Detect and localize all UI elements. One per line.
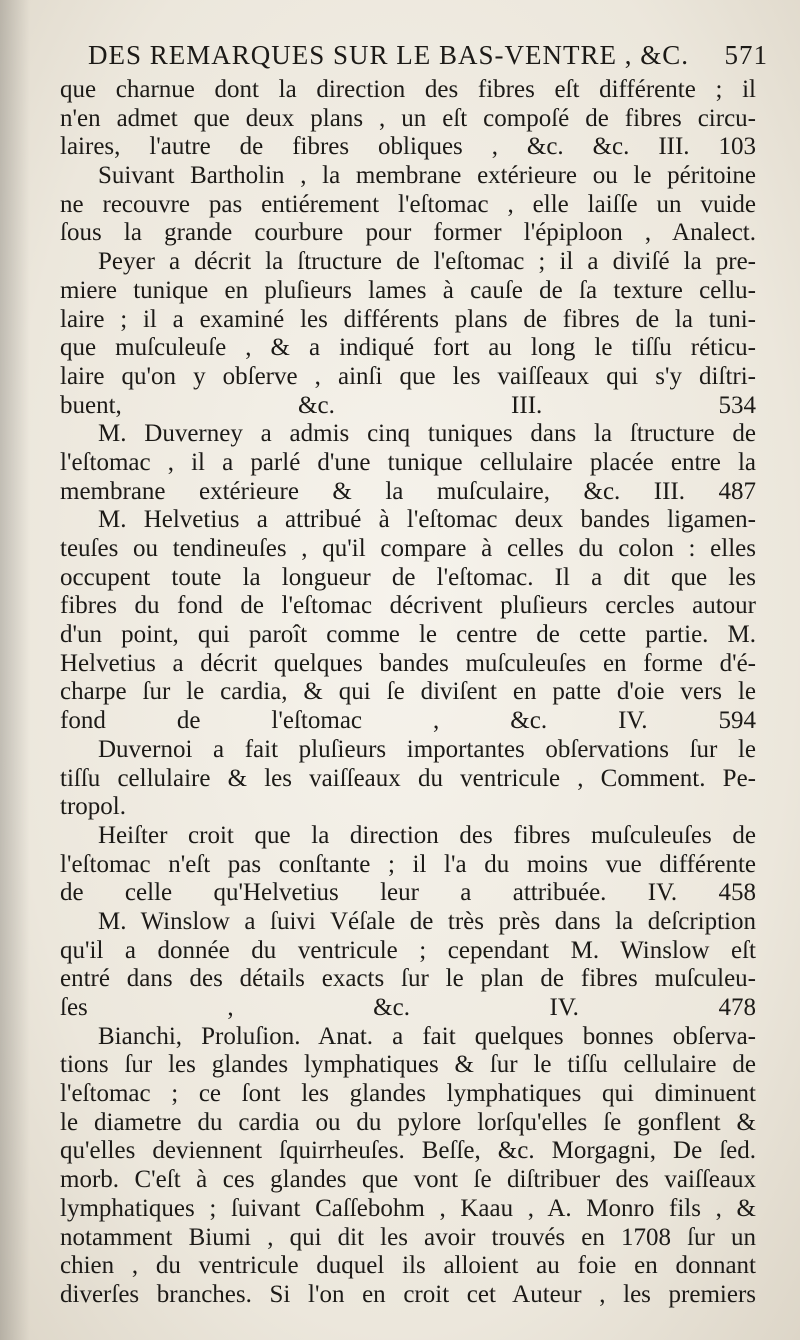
running-title: DES REMARQUES SUR LE BAS-VENTRE , &C. (88, 40, 690, 70)
text-line: charpe ſur le cardia, & qui ſe diviſent en patte d'oie vers le (60, 678, 756, 706)
running-header (88, 40, 768, 71)
text-line: buent, &c. III. 534 (60, 391, 756, 419)
text-line: laires, l'autre de fibres obliques , &c. &c. III. 103 (60, 133, 756, 161)
text-line: notamment Biumi , qui dit les avoir trouvés en 1708 ſur un (60, 1223, 756, 1251)
text-line: tiſſu cellulaire & les vaiſſeaux du ventricule , Comment. Pe- (60, 764, 756, 792)
text-line: entré dans des détails exacts ſur le plan de fibres muſculeu- (60, 965, 756, 993)
text-line: chien , du ventricule duquel ils alloient au foie en donnant (60, 1252, 756, 1280)
text-line: Bianchi, Proluſion. Anat. a fait quelques bonnes obſerva- (98, 1022, 756, 1050)
text-line: ne recouvre pas entiérement l'eſtomac , elle laiſſe un vuide (60, 190, 756, 218)
text-line: membrane extérieure & la muſculaire, &c. III. 487 (60, 477, 756, 505)
body-text (60, 76, 756, 1310)
text-line: Helvetius a décrit quelques bandes muſculeuſes en forme d'é- (60, 649, 756, 677)
text-line: miere tunique en pluſieurs lames à cauſe de ſa texture cellu- (60, 276, 756, 304)
text-line: M. Helvetius a attribué à l'eſtomac deux bandes ligamen- (98, 506, 756, 534)
text-line: tions ſur les glandes lymphatiques & ſur le tiſſu cellulaire de (60, 1051, 756, 1079)
text-line: d'un point, qui paroît comme le centre de cette partie. M. (60, 621, 756, 649)
text-line: de celle qu'Helvetius leur a attribuée. IV. 458 (60, 879, 756, 907)
text-line: le diametre du cardia ou du pylore lorſqu'elles ſe gonflent & (60, 1108, 756, 1136)
text-line: Duvernoi a fait pluſieurs importantes obſervations ſur le (98, 735, 756, 763)
text-line: laire qu'on y obſerve , ainſi que les vaiſſeaux qui s'y diſtri- (60, 362, 756, 390)
text-line: fond de l'eſtomac , &c. IV. 594 (60, 707, 756, 735)
text-line: tropol. (60, 793, 126, 821)
text-line: morb. C'eſt à ces glandes que vont ſe diſtribuer des vaiſſeaux (60, 1166, 756, 1194)
text-line: l'eſtomac n'eſt pas conſtante ; il l'a du moins vue différente (60, 850, 756, 878)
text-line: occupent toute la longueur de l'eſtomac. Il a dit que les (60, 563, 756, 591)
text-line: diverſes branches. Si l'on en croit cet Auteur , les premiers (60, 1280, 756, 1308)
text-line: M. Duverney a admis cinq tuniques dans la ſtructure de (98, 420, 756, 448)
text-line: M. Winslow a ſuivi Véſale de très près dans la deſcription (98, 907, 756, 935)
text-line: Suivant Bartholin , la membrane extérieure ou le péritoine (98, 162, 756, 190)
text-line: fibres du fond de l'eſtomac décrivent pluſieurs cercles autour (60, 592, 756, 620)
text-line: que muſculeuſe , & a indiqué fort au long le tiſſu réticu- (60, 334, 756, 362)
text-line: qu'il a donnée du ventricule ; cependant M. Winslow eſt (60, 936, 756, 964)
text-line: Peyer a décrit la ſtructure de l'eſtomac ; il a diviſé la pre- (98, 248, 756, 276)
text-line: l'eſtomac , il a parlé d'une tunique cellulaire placée entre la (60, 448, 756, 476)
text-line: ſes , &c. IV. 478 (60, 994, 756, 1021)
text-line: ſous la grande courbure pour former l'épiploon , Analect. (60, 219, 756, 247)
text-line: l'eſtomac ; ce ſont les glandes lymphatiques qui diminuent (60, 1080, 756, 1108)
text-line: Heiſter croit que la direction des fibres muſculeuſes de (98, 821, 756, 849)
text-line: lymphatiques ; ſuivant Caſſebohm , Kaau , A. Monro fils , & (60, 1194, 756, 1222)
text-line: laire ; il a examiné les différents plans de fibres de la tuni- (60, 305, 756, 333)
text-line: que charnue dont la direction des fibres eſt différente ; il (60, 76, 756, 103)
text-line: n'en admet que deux plans , un eſt compoſé de fibres circu- (60, 104, 756, 132)
text-line: teuſes ou tendineuſes , qu'il compare à celles du colon : elles (60, 535, 756, 562)
page-edge-shadow (0, 0, 30, 1340)
page-number: 571 (724, 40, 768, 70)
text-line: qu'elles deviennent ſquirrheuſes. Beſſe, &c. Morgagni, De ſed. (60, 1137, 756, 1165)
